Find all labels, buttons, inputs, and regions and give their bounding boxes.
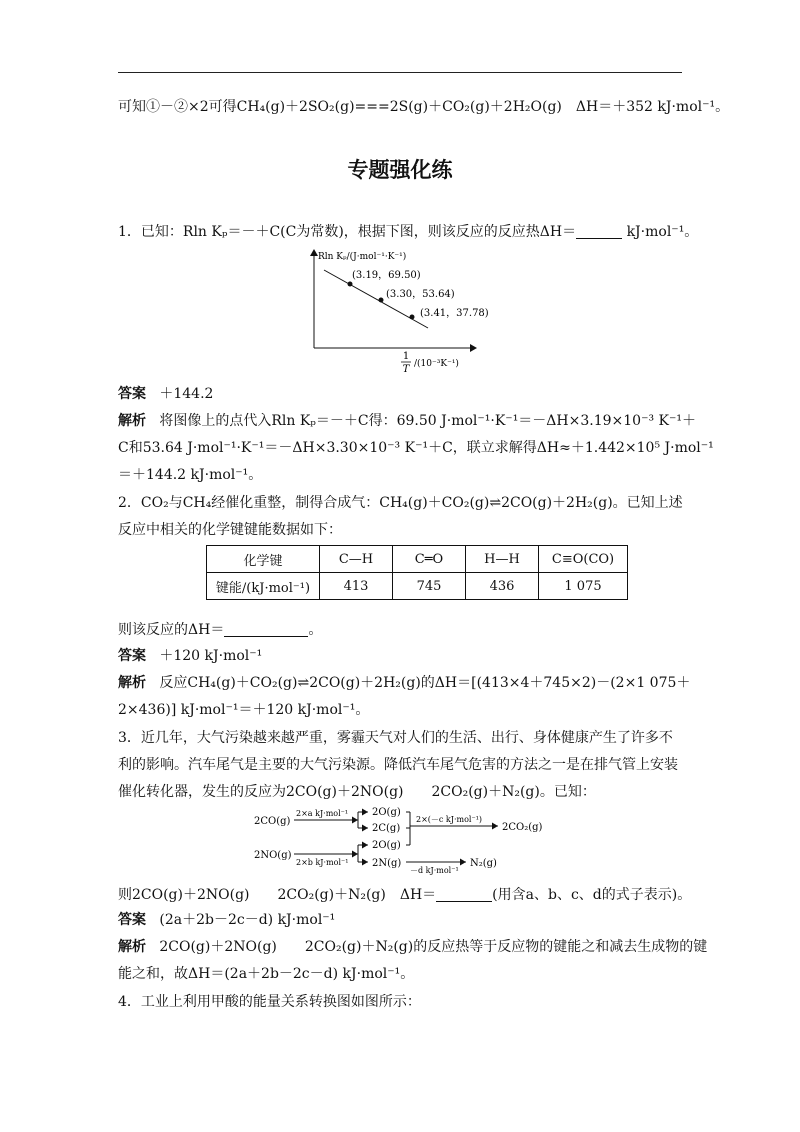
table-row: [207, 573, 628, 600]
arrow-combine-label: 2×(－c kJ·mol⁻¹): [416, 815, 483, 824]
diagram-n: 2N(g): [372, 858, 402, 869]
answer-blank: [576, 224, 622, 239]
diagram-o-top: 2O(g): [372, 807, 401, 818]
q3-analysis: 解析 2CO(g)＋2NO(g) 2CO₂(g)＋N₂(g)的反应热等于反应物的键能之和减去生成物的键: [118, 939, 708, 955]
q3-answer: 答案 (2a＋2b－2c－d) kJ·mol⁻¹: [118, 912, 336, 928]
table-header: H—H: [466, 546, 539, 573]
q4-question: 4．工业上利用甲酸的能量关系转换图如图所示：: [118, 994, 421, 1010]
q1-question: 1．已知：Rln Kₚ＝－＋C(C为常数)，根据下图，则该反应的反应热ΔH＝ kJ·mol⁻¹。: [118, 224, 699, 240]
table-cell: 键能/(kJ·mol⁻¹): [207, 573, 320, 600]
y-axis-label: Rln Kₚ/(J·mol⁻¹·K⁻¹): [318, 252, 407, 262]
x-axis-label-denominator: T: [402, 364, 410, 375]
arrow-n-label: －d kJ·mol⁻¹: [410, 866, 459, 875]
answer-blank: [224, 622, 308, 637]
top-rule: [118, 72, 682, 73]
diagram-c: 2C(g): [372, 823, 401, 834]
data-point: [348, 282, 353, 287]
table-header: C—H: [320, 546, 393, 573]
answer-blank: [436, 887, 492, 902]
section-title: 专题强化练: [347, 158, 453, 182]
table-header: C═O: [393, 546, 466, 573]
point-label: (3.30，53.64): [386, 289, 455, 300]
q3-question-cont: 催化转化器，发生的反应为2CO(g)＋2NO(g) 2CO₂(g)＋N₂(g)。已知：: [118, 784, 596, 800]
table-cell: 1 075: [539, 573, 628, 600]
arrow-co-label: 2×a kJ·mol⁻¹: [296, 809, 349, 818]
q3-question-dh: 则2CO(g)＋2NO(g) 2CO₂(g)＋N₂(g) ΔH＝ (用含a、b、c、d的式子表示)。: [118, 887, 692, 903]
x-axis-label-unit: /(10⁻³K⁻¹): [414, 359, 459, 369]
q2-question: 2．CO₂与CH₄经催化重整，制得合成气：CH₄(g)＋CO₂(g)⇌2CO(g)＋2H₂(g)。已知上述: [118, 495, 683, 511]
diagram-co: 2CO(g): [254, 816, 291, 827]
diagram-co2: 2CO₂(g): [502, 822, 543, 833]
q2-question-dh: 则该反应的ΔH＝ 。: [118, 622, 323, 638]
table-cell: 436: [466, 573, 539, 600]
diagram-no: 2NO(g): [254, 850, 292, 861]
table-header: 化学键: [207, 546, 320, 573]
arrow-no-label: 2×b kJ·mol⁻¹: [296, 858, 349, 867]
q2-question-cont: 反应中相关的化学键键能数据如下：: [118, 522, 342, 538]
intro-line: 可知①－②×2可得CH₄(g)＋2SO₂(g)===2S(g)＋CO₂(g)＋2H₂O(g) ΔH＝＋352 kJ·mol⁻¹。: [118, 99, 730, 115]
diagram-n2: N₂(g): [470, 858, 497, 869]
q2-analysis-cont: 2×436)] kJ·mol⁻¹＝＋120 kJ·mol⁻¹。: [118, 702, 370, 718]
data-point: [379, 298, 384, 303]
q1-chart: [300, 244, 500, 376]
table-cell: 745: [393, 573, 466, 600]
q1-analysis-end: ＝＋144.2 kJ·mol⁻¹。: [118, 467, 263, 483]
q1-analysis: 解析 将图像上的点代入Rln Kₚ＝－＋C得：69.50 J·mol⁻¹·K⁻¹＝－ΔH×3.19×10⁻³ K⁻¹＋: [118, 413, 696, 429]
table-cell: 413: [320, 573, 393, 600]
table-row: [207, 546, 628, 573]
q2-answer: 答案 ＋120 kJ·mol⁻¹: [118, 648, 263, 664]
data-point: [410, 315, 415, 320]
q3-diagram: [250, 800, 560, 880]
q3-analysis-cont: 能之和，故ΔH＝(2a＋2b－2c－d) kJ·mol⁻¹。: [118, 966, 415, 982]
q3-question-cont: 利的影响。汽车尾气是主要的大气污染源。降低汽车尾气危害的方法之一是在排气管上安装: [118, 757, 678, 773]
q3-question: 3．近几年，大气污染越来越严重，雾霾天气对人们的生活、出行、身体健康产生了许多不: [118, 730, 673, 746]
q2-analysis: 解析 反应CH₄(g)＋CO₂(g)⇌2CO(g)＋2H₂(g)的ΔH＝[(413×4＋745×2)－(2×1 075＋: [118, 675, 691, 691]
x-axis-label-numerator: 1: [402, 351, 410, 362]
diagram-o-bottom: 2O(g): [372, 840, 401, 851]
bond-energy-table: [206, 545, 628, 600]
point-label: (3.41，37.78): [420, 308, 489, 319]
q1-analysis-cont: C和53.64 J·mol⁻¹·K⁻¹＝－ΔH×3.30×10⁻³ K⁻¹＋C，联立求解得ΔH≈＋1.442×10⁵ J·mol⁻¹: [118, 440, 714, 456]
point-label: (3.19，69.50): [352, 270, 421, 281]
table-header: C≡O(CO): [539, 546, 628, 573]
q1-answer: 答案 ＋144.2: [118, 386, 214, 402]
